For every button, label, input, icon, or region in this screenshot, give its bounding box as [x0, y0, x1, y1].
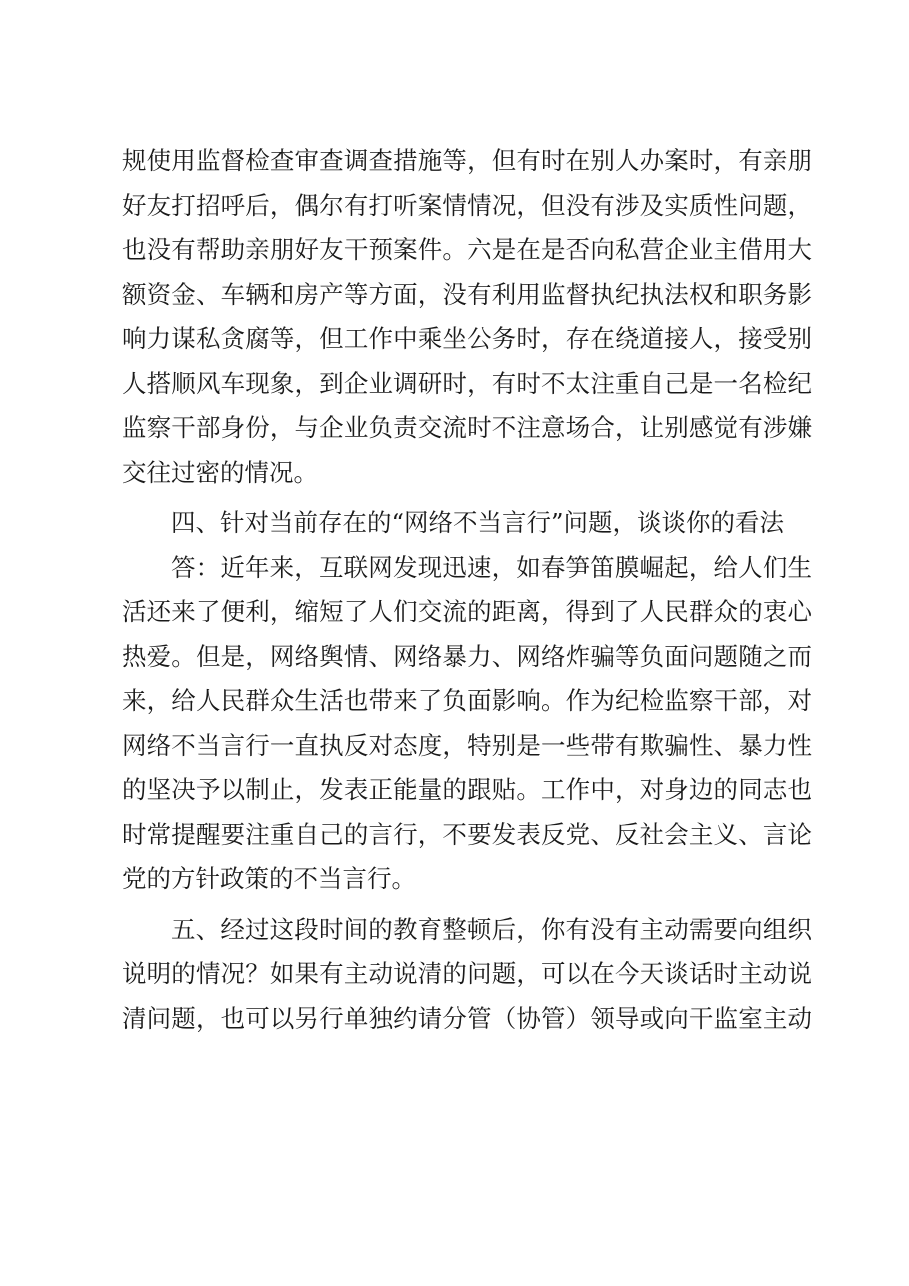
text-line: 网络不当言行一直执反对态度，特别是一些带有欺骗性、暴力性 [122, 730, 812, 760]
text-line: 额资金、车辆和房产等方面，没有利用监督执纪执法权和职务影 [122, 279, 812, 309]
text-line: 监察干部身份，与企业负责交流时不注意场合，让别感觉有涉嫌 [122, 413, 812, 442]
text-line: 规使用监督检查审查调查措施等，但有时在别人办案时，有亲朋 [122, 146, 812, 175]
text-line: 活还来了便利，缩短了人们交流的距离，得到了人民群众的衷心 [122, 597, 812, 626]
document-page [122, 139, 812, 1041]
text-line: 响力谋私贪腐等，但工作中乘坐公务时，存在绕道接人，接受别 [122, 324, 812, 353]
text-line: 答：近年来，互联网发现迅速，如春笋笛膜崛起，给人们生 [171, 552, 812, 582]
text-line: 来，给人民群众生活也带来了负面影响。作为纪检监察干部，对 [122, 686, 812, 715]
text-line: 热爱。但是，网络舆情、网络暴力、网络炸骗等负面问题随之而 [122, 641, 812, 671]
text-line: 五、经过这段时间的教育整顿后，你有没有主动需要向组织 [171, 914, 812, 944]
text-line: 好友打招呼后，偶尔有打听案情情况，但没有涉及实质性问题， [122, 190, 812, 220]
question-heading-four [122, 501, 812, 546]
paragraph-conduct [122, 139, 812, 495]
text-line: 的坚决予以制止，发表正能量的跟贴。工作中，对身边的同志也 [122, 775, 812, 804]
question-heading-five [122, 908, 812, 1042]
section-heading: 四、针对当前存在的“网络不当言行”问题，谈谈你的看法 [171, 508, 785, 537]
text-line: 清问题，也可以另行单独约请分管（协管）领导或向干监室主动 [122, 1003, 812, 1033]
text-line: 说明的情况？如果有主动说清的问题，可以在今天谈话时主动说 [122, 959, 812, 988]
text-line: 人搭顺风车现象，到企业调研时，有时不太注重自己是一名检纪 [122, 368, 812, 398]
paragraph-answer-four [122, 546, 812, 902]
text-line: 也没有帮助亲朋好友干预案件。六是在是否向私营企业主借用大 [122, 235, 812, 264]
text-line: 交往过密的情况。 [122, 457, 318, 487]
text-line: 时常提醒要注重自己的言行，不要发表反党、反社会主义、言论 [122, 819, 812, 849]
text-line: 党的方针政策的不当言行。 [122, 864, 416, 893]
